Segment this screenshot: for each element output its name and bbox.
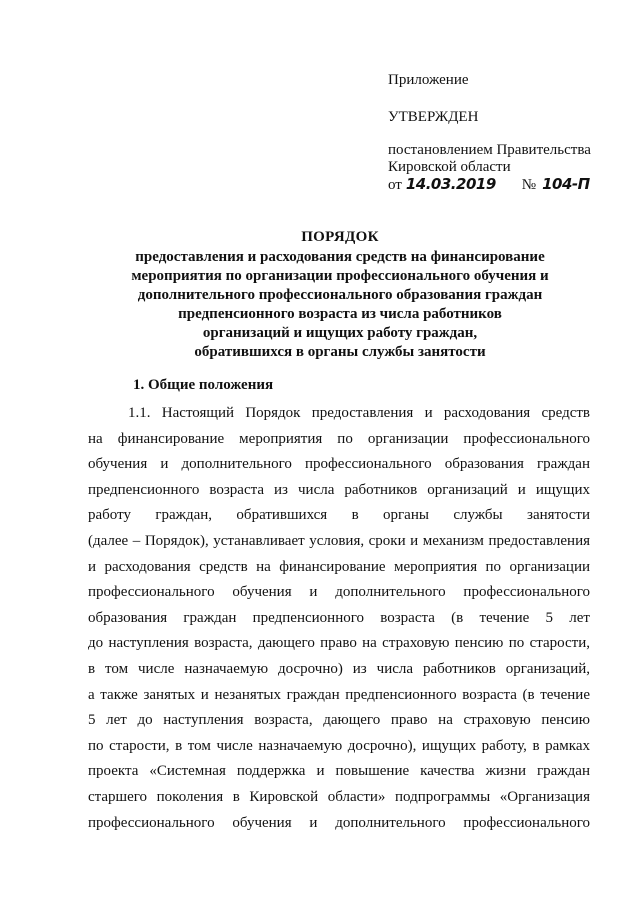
paragraph-line: в том числе назначаемую досрочно) из числа работников организаций, xyxy=(88,660,590,677)
decree-date-number-line xyxy=(388,176,628,194)
paragraph-line: обучения и дополнительного профессионального образования граждан xyxy=(88,456,590,473)
document-title-block xyxy=(100,228,580,362)
paragraph-line: предпенсионного возраста из числа работников организаций и ищущих xyxy=(88,481,590,498)
paragraph-line: по старости, в том числе назначаемую досрочно), ищущих работу, в рамках xyxy=(88,737,590,754)
paragraph-1-1 xyxy=(88,401,590,836)
decree-line-1: постановлением Правительства xyxy=(388,142,591,158)
decree-line-2: Кировской области xyxy=(388,159,511,175)
document-title: ПОРЯДОК xyxy=(301,229,379,245)
decree-date-handwritten: 14.03.2019 xyxy=(405,175,496,193)
paragraph-line: на финансирование мероприятия по организации профессионального xyxy=(88,430,590,447)
paragraph-line: проекта «Системная поддержка и повышение качества жизни граждан xyxy=(88,763,590,780)
number-label: № xyxy=(521,177,537,193)
paragraph-line: образования граждан предпенсионного возраста (в течение 5 лет xyxy=(88,609,590,626)
title-line: мероприятия по организации профессионального обучения и xyxy=(131,268,549,284)
paragraph-line: а также занятых и незанятых граждан предпенсионного возраста (в течение xyxy=(88,686,590,703)
title-line: обратившихся в органы службы занятости xyxy=(194,344,486,360)
paragraph-line: работу граждан, обратившихся в органы службы занятости xyxy=(88,507,590,524)
title-line: организаций и ищущих работу граждан, xyxy=(202,325,478,341)
approved-label: УТВЕРЖДЕН xyxy=(388,109,479,125)
title-line: предпенсионного возраста из числа работников xyxy=(178,306,502,322)
date-prefix: от xyxy=(388,177,402,193)
paragraph-line: профессионального обучения и дополнительного профессионального xyxy=(88,584,590,601)
title-line: предоставления и расходования средств на финансирование xyxy=(135,249,545,265)
paragraph-line: и расходования средств на финансирование мероприятия по организации xyxy=(88,558,590,575)
paragraph-line: (далее – Порядок), устанавливает условия, сроки и механизм предоставления xyxy=(88,532,590,549)
paragraph-line: старшего поколения в Кировской области» подпрограммы «Организация xyxy=(88,788,590,805)
section-heading: 1. Общие положения xyxy=(133,377,274,393)
approval-stamp-block xyxy=(388,72,628,194)
paragraph-line: до наступления возраста, дающего право на страховую пенсию по старости, xyxy=(88,635,590,652)
paragraph-line: 5 лет до наступления возраста, дающего право на страховую пенсию xyxy=(88,712,590,729)
paragraph-line: профессионального обучения и дополнительного профессионального xyxy=(88,814,590,831)
title-line: дополнительного профессионального образования граждан xyxy=(137,287,543,303)
appendix-label: Приложение xyxy=(388,72,469,88)
decree-number-handwritten: 104-П xyxy=(542,175,590,193)
paragraph-line: 1.1. Настоящий Порядок предоставления и расходования средств xyxy=(128,405,590,421)
